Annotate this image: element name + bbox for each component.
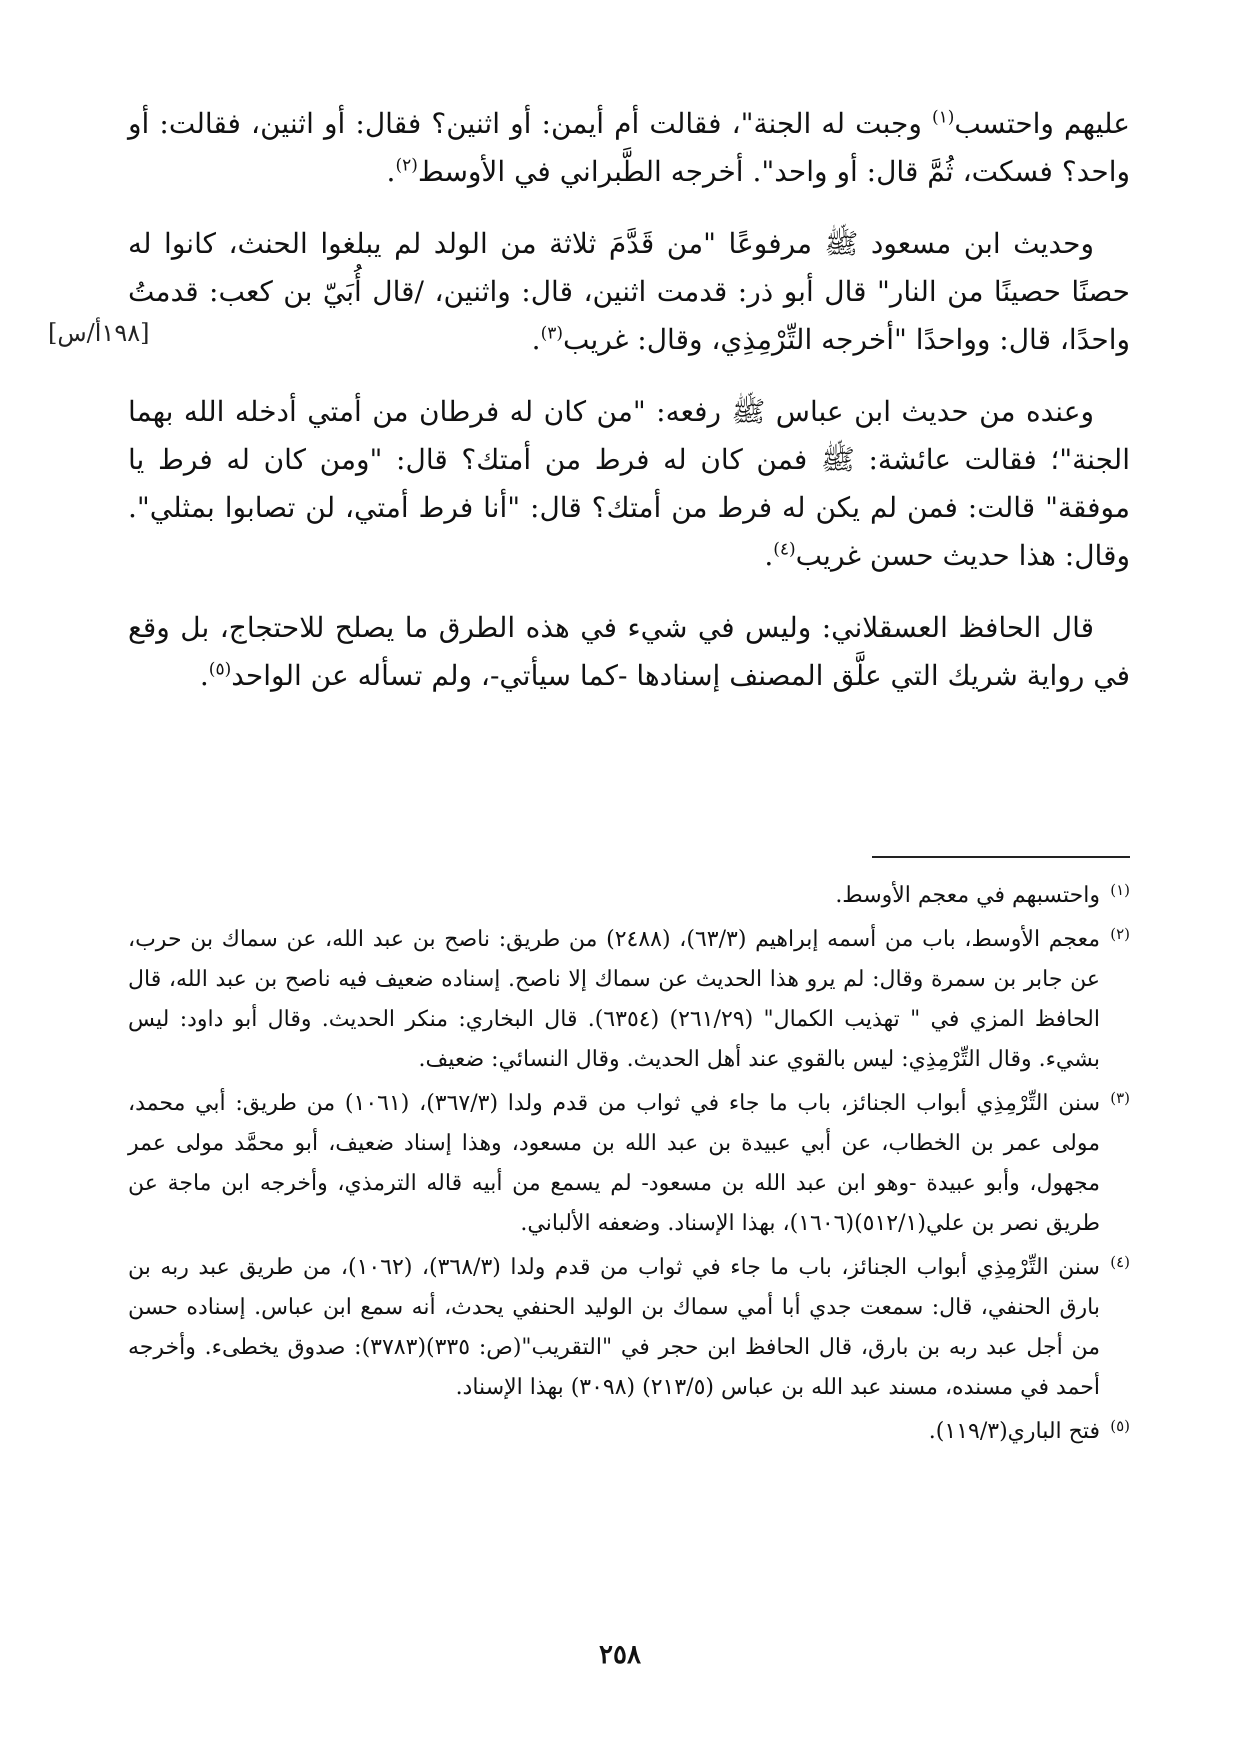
footnote-ref-4[interactable]: (٤) — [773, 539, 796, 560]
footnote-ref-1[interactable]: (١) — [931, 107, 955, 128]
footnotes — [128, 876, 1130, 1456]
paragraph-2-text: وحديث ابن مسعود ﷺ مرفوعًا "من قَدَّمَ ثلاثة من الولد لم يبلغوا الحنث، كانوا له حصنًا حصينًا من النار" قال أبو ذر: قدمت اثنين، قال: واثنين، /قال أُبَيّ بن كعب: قدمتُ واحدًا، قال: وواحدًا "أخرجه التِّرْمِذِي، وقال: غريب — [128, 227, 1130, 356]
footnote-text: معجم الأوسط، باب من أسمه إبراهيم (٦٣/٣)، (٢٤٨٨) من طريق: ناصح بن عبد الله، عن سماك بن حرب، عن جابر بن سمرة وقال: لم يرو هذا الحديث عن سماك إلا ناصح. إسناده ضعيف فيه ناصح بن عبد الله، قال الحافظ المزي في " تهذيب الكمال" (٢٦١/٢٩) (٦٣٥٤). قال البخاري: منكر الحديث. وقال أبو داود: ليس بشيء. وقال التِّرْمِذِي: ليس بالقوي عند أهل الحديث. وقال النسائي: ضعيف. — [128, 927, 1101, 1072]
footnote-2 — [128, 920, 1130, 1080]
paragraph-1 — [128, 100, 1130, 196]
footnote-text: واحتسبهم في معجم الأوسط. — [835, 883, 1100, 908]
paragraph-1-text: عليهم واحتسب — [954, 107, 1130, 140]
footnote-number: (٣) — [1110, 1089, 1130, 1107]
footnote-ref-3[interactable]: (٣) — [540, 323, 563, 344]
footnote-number: (٢) — [1110, 925, 1130, 943]
paragraph-4 — [128, 604, 1130, 700]
paragraph-3 — [128, 388, 1130, 580]
footnote-3 — [128, 1084, 1130, 1244]
footnote-text: فتح الباري(١١٩/٣). — [928, 1419, 1100, 1444]
footnote-4 — [128, 1248, 1130, 1408]
marginal-manuscript-note: [١٩٨أ/س] — [48, 319, 150, 347]
paragraph-4-end: . — [199, 659, 209, 692]
footnote-5 — [128, 1412, 1130, 1452]
paragraph-1-tail: وجبت له الجنة"، فقالت أم أيمن: أو اثنين؟ فقال: أو اثنين، فقالت: أو واحد؟ فسكت، ثُمَّ قال: أو واحد". أخرجه الطَّبراني في الأوسط — [128, 107, 1130, 188]
footnote-number: (١) — [1110, 881, 1130, 899]
footnote-separator — [872, 856, 1130, 858]
paragraph-3-text: وعنده من حديث ابن عباس ﷺ رفعه: "من كان له فرطان من أمتي أدخله الله بهما الجنة"؛ فقالت عائشة: ﷺ فمن كان له فرط من أمتك؟ قال: "ومن كان له فرط يا موفقة" قالت: فمن لم يكن له فرط من أمتك؟ قال: "أنا فرط أمتي، لن تصابوا بمثلي". وقال: هذا حديث حسن غريب — [128, 395, 1130, 572]
page-number: ٢٥٨ — [599, 1640, 641, 1670]
paragraph-2 — [128, 220, 1130, 364]
paragraph-4-text: قال الحافظ العسقلاني: وليس في شيء في هذه الطرق ما يصلح للاحتجاج، بل وقع في رواية شريك التي علَّق المصنف إسنادها -كما سيأتي-، ولم تسأله عن الواحد — [128, 611, 1130, 692]
paragraph-2-end: . — [531, 323, 541, 356]
paragraph-1-end: . — [386, 155, 396, 188]
footnote-1 — [128, 876, 1130, 916]
footnote-ref-2[interactable]: (٢) — [395, 155, 418, 176]
footnote-number: (٥) — [1110, 1417, 1130, 1435]
footnote-text: سنن التِّرْمِذِي أبواب الجنائز، باب ما جاء في ثواب من قدم ولدا (٣٦٧/٣)، (١٠٦١) من طريق: أبي محمد، مولى عمر بن الخطاب، عن أبي عبيدة بن عبد الله بن مسعود، وهذا إسناد ضعيف، أبو محمَّد مولى عمر مجهول، وأبو عبيدة -وهو ابن عبد الله بن مسعود- لم يسمع من أبيه قاله الترمذي، وأخرجه ابن ماجة عن طريق نصر بن علي(٥١٢/١)(١٦٠٦)، بهذا الإسناد. وضعفه الألباني. — [128, 1091, 1100, 1236]
main-text — [128, 100, 1130, 724]
footnote-number: (٤) — [1110, 1253, 1130, 1271]
footnote-text: سنن التِّرْمِذِي أبواب الجنائز، باب ما جاء في ثواب من قدم ولدا (٣٦٨/٣)، (١٠٦٢)، من طريق عبد ربه بن بارق الحنفي، قال: سمعت جدي أبا أمي سماك بن الوليد الحنفي يحدث، أنه سمع ابن عباس. إسناده حسن من أجل عبد ربه بن بارق، قال الحافظ ابن حجر في "التقريب"(ص: ٣٣٥)(٣٧٨٣): صدوق يخطىء. وأخرجه أحمد في مسنده، مسند عبد الله بن عباس (٢١٣/٥) (٣٠٩٨) بهذا الإسناد. — [128, 1255, 1101, 1400]
footnote-ref-5[interactable]: (٥) — [208, 659, 232, 680]
paragraph-3-end: . — [764, 539, 774, 572]
